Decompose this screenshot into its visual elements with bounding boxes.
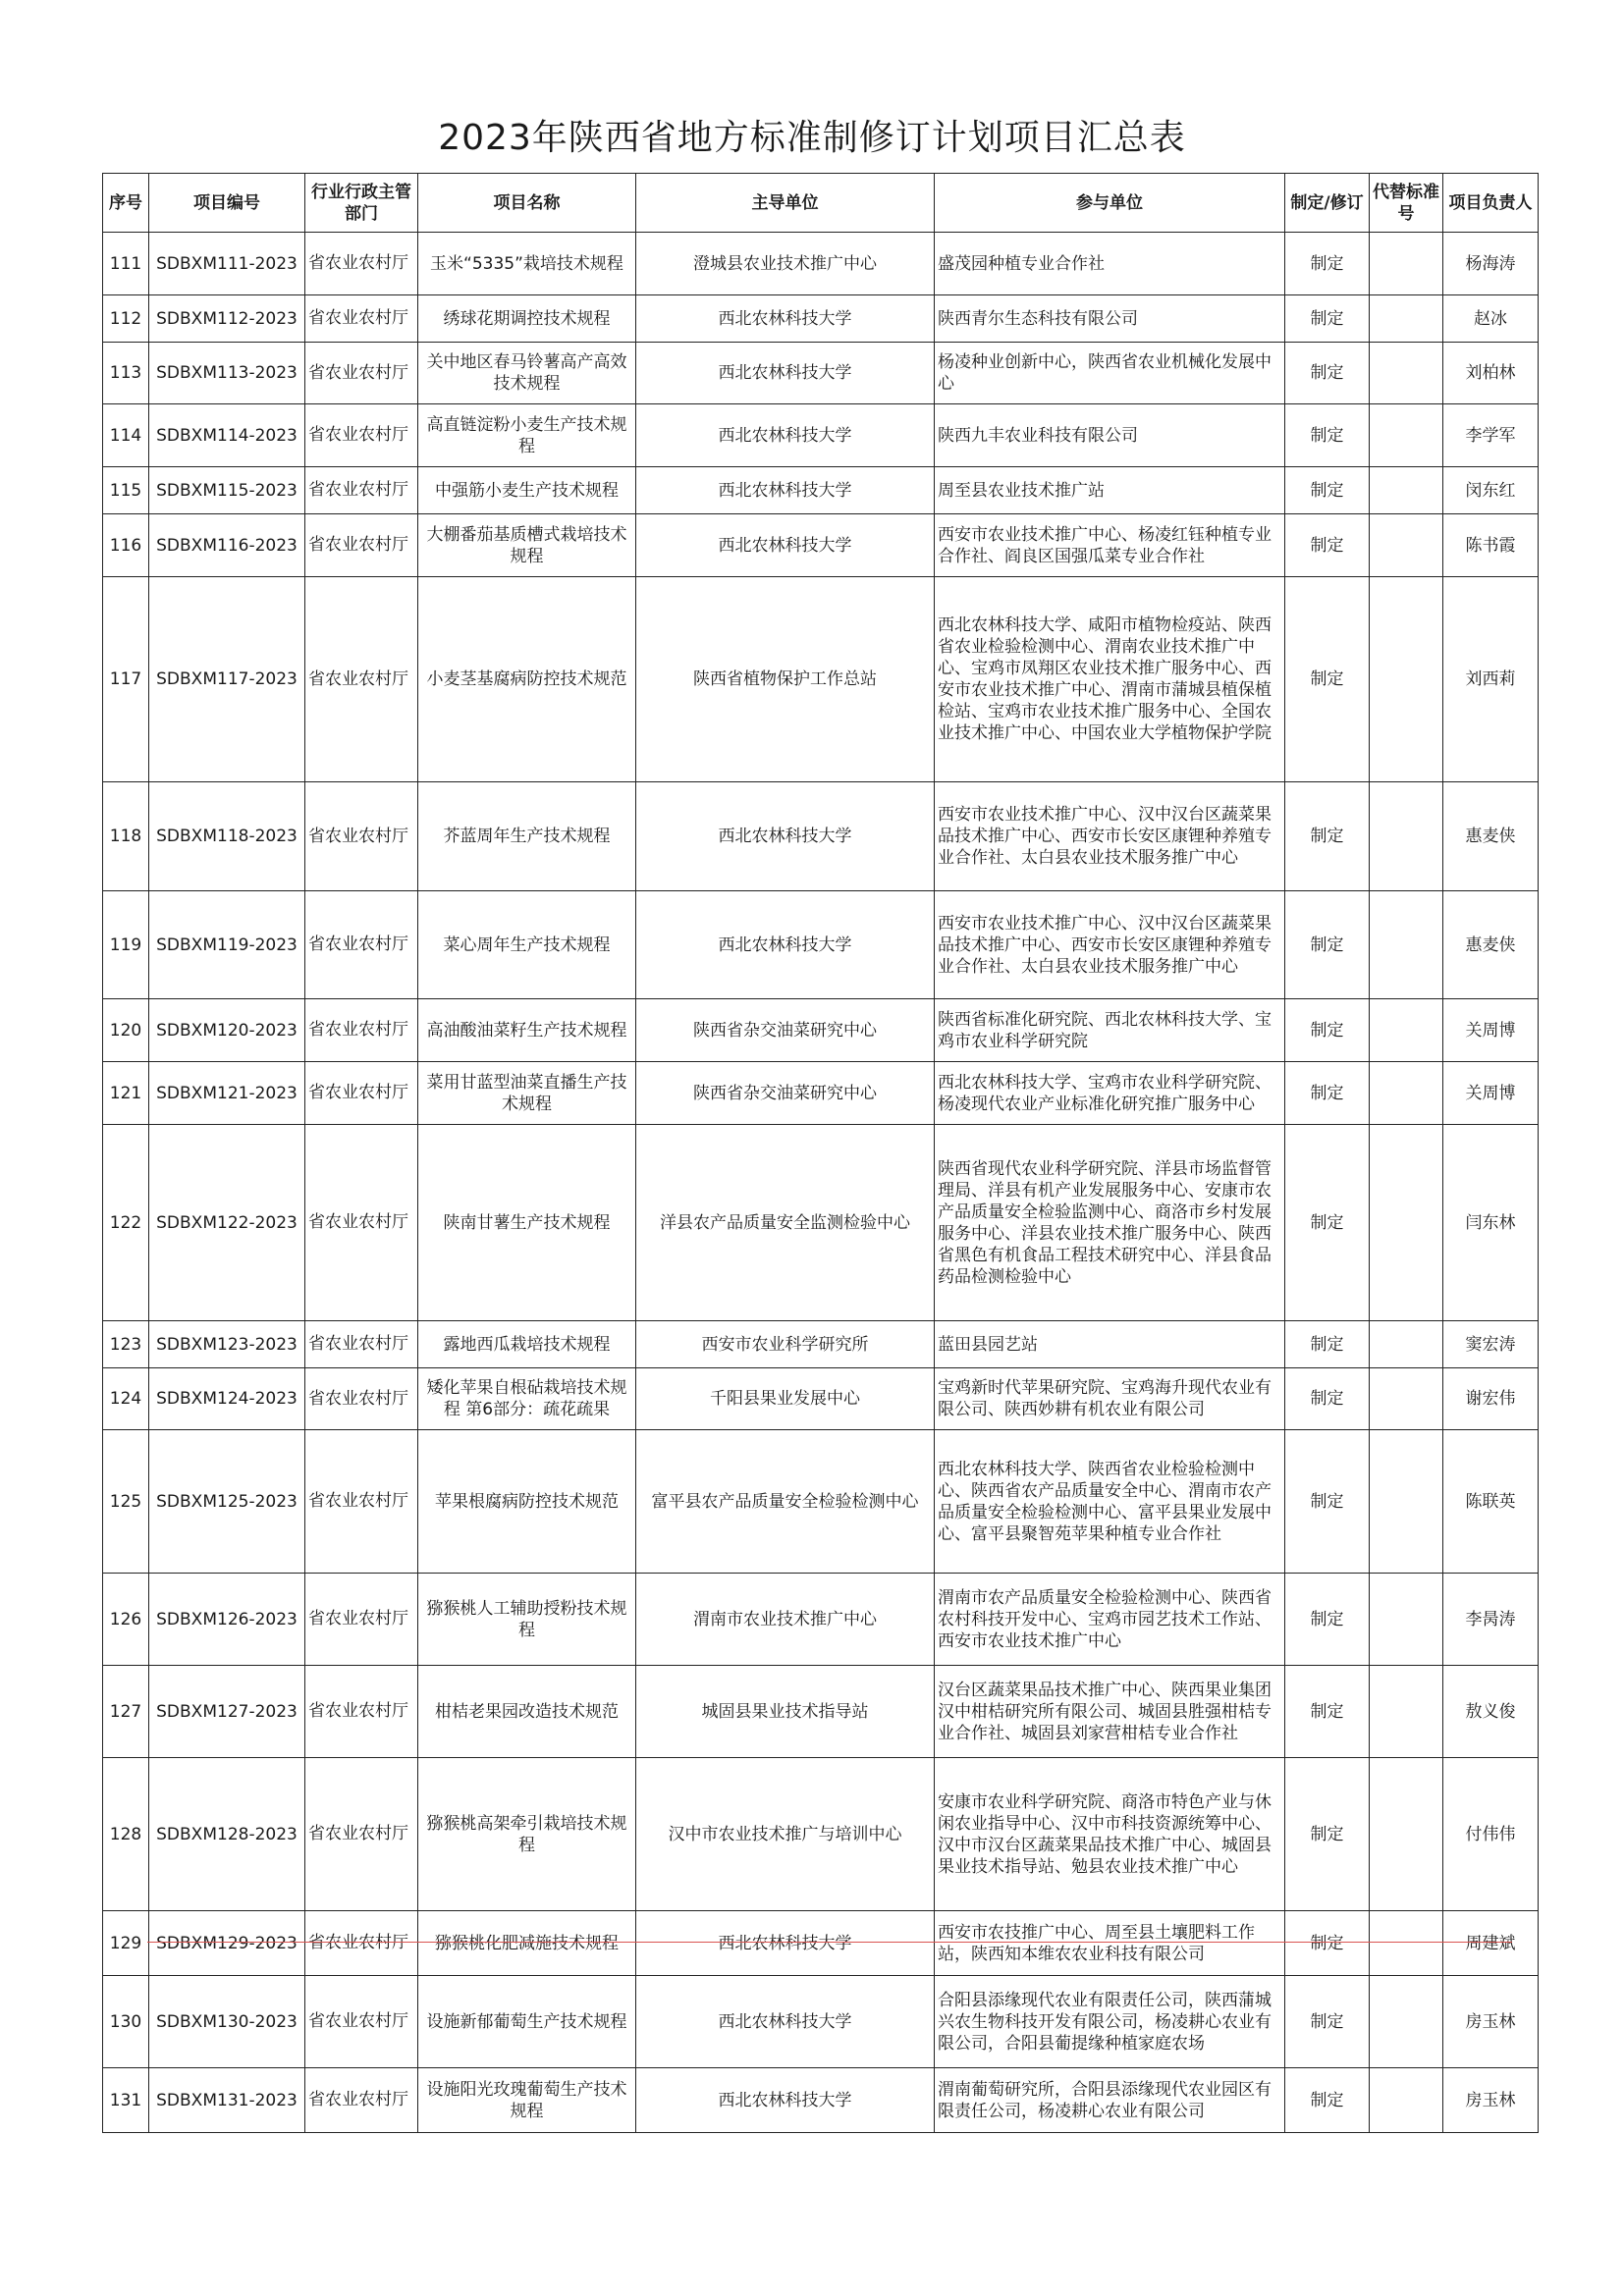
cell-owner: 刘柏林 xyxy=(1443,343,1539,404)
cell-lead: 千阳县果业发展中心 xyxy=(636,1368,935,1430)
cell-participants: 西安市农业技术推广中心、汉中汉台区蔬菜果品技术推广中心、西安市长安区康锂种养殖专业合作社、太白县农业技术服务推广中心 xyxy=(935,891,1285,999)
cell-replaced xyxy=(1370,1911,1443,1976)
cell-replaced xyxy=(1370,577,1443,782)
cell-seq: 124 xyxy=(103,1368,149,1430)
table-body xyxy=(103,233,1539,2133)
cell-code: SDBXM124-2023 xyxy=(149,1368,305,1430)
cell-code: SDBXM126-2023 xyxy=(149,1574,305,1666)
cell-owner: 付伟伟 xyxy=(1443,1758,1539,1911)
cell-owner: 房玉林 xyxy=(1443,2068,1539,2133)
cell-seq: 119 xyxy=(103,891,149,999)
cell-owner: 敖义俊 xyxy=(1443,1666,1539,1758)
cell-dept: 省农业农村厅 xyxy=(305,1976,418,2068)
cell-replaced xyxy=(1370,999,1443,1062)
cell-replaced xyxy=(1370,1666,1443,1758)
cell-owner: 谢宏伟 xyxy=(1443,1368,1539,1430)
cell-seq: 127 xyxy=(103,1666,149,1758)
cell-participants: 渭南葡萄研究所，合阳县添缘现代农业园区有限责任公司，杨凌耕心农业有限公司 xyxy=(935,2068,1285,2133)
cell-participants: 陕西省现代农业科学研究院、洋县市场监督管理局、洋县有机产业发展服务中心、安康市农产品质量安全检验监测中心、商洛市乡村发展服务中心、洋县农业技术推广服务中心、陕西省黑色有机食品工程技术研究中心、洋县食品药品检测检验中心 xyxy=(935,1125,1285,1321)
cell-lead: 西北农林科技大学 xyxy=(636,343,935,404)
cell-type: 制定 xyxy=(1285,1062,1370,1125)
cell-code: SDBXM123-2023 xyxy=(149,1321,305,1368)
cell-owner: 房玉林 xyxy=(1443,1976,1539,2068)
cell-type: 制定 xyxy=(1285,1430,1370,1574)
cell-owner: 关周博 xyxy=(1443,999,1539,1062)
cell-dept: 省农业农村厅 xyxy=(305,343,418,404)
cell-type: 制定 xyxy=(1285,404,1370,467)
cell-name: 柑桔老果园改造技术规范 xyxy=(418,1666,636,1758)
cell-owner: 陈联英 xyxy=(1443,1430,1539,1574)
cell-code: SDBXM121-2023 xyxy=(149,1062,305,1125)
header-type: 制定/修订 xyxy=(1285,174,1370,233)
cell-participants: 安康市农业科学研究院、商洛市特色产业与休闲农业指导中心、汉中市科技资源统筹中心、汉中市汉台区蔬菜果品技术推广中心、城固县果业技术指导站、勉县农业技术推广中心 xyxy=(935,1758,1285,1911)
cell-replaced xyxy=(1370,1976,1443,2068)
cell-name: 中强筋小麦生产技术规程 xyxy=(418,467,636,514)
cell-dept: 省农业农村厅 xyxy=(305,1368,418,1430)
cell-seq: 120 xyxy=(103,999,149,1062)
cell-name: 高油酸油菜籽生产技术规程 xyxy=(418,999,636,1062)
cell-code: SDBXM116-2023 xyxy=(149,514,305,577)
cell-type: 制定 xyxy=(1285,577,1370,782)
cell-dept: 省农业农村厅 xyxy=(305,233,418,295)
cell-name: 大棚番茄基质槽式栽培技术规程 xyxy=(418,514,636,577)
table-row xyxy=(103,404,1539,467)
cell-lead: 富平县农产品质量安全检验检测中心 xyxy=(636,1430,935,1574)
cell-type: 制定 xyxy=(1285,2068,1370,2133)
cell-participants: 周至县农业技术推广站 xyxy=(935,467,1285,514)
cell-code: SDBXM114-2023 xyxy=(149,404,305,467)
table-row xyxy=(103,1758,1539,1911)
table-row xyxy=(103,343,1539,404)
cell-replaced xyxy=(1370,1321,1443,1368)
cell-code: SDBXM112-2023 xyxy=(149,295,305,343)
table-row xyxy=(103,514,1539,577)
table-row xyxy=(103,1911,1539,1976)
cell-name: 猕猴桃高架牵引栽培技术规程 xyxy=(418,1758,636,1911)
cell-lead: 城固县果业技术指导站 xyxy=(636,1666,935,1758)
cell-owner: 惠麦侠 xyxy=(1443,891,1539,999)
cell-seq: 131 xyxy=(103,2068,149,2133)
cell-participants: 陕西省标准化研究院、西北农林科技大学、宝鸡市农业科学研究院 xyxy=(935,999,1285,1062)
cell-dept: 省农业农村厅 xyxy=(305,467,418,514)
cell-replaced xyxy=(1370,2068,1443,2133)
cell-code: SDBXM127-2023 xyxy=(149,1666,305,1758)
cell-name: 绣球花期调控技术规程 xyxy=(418,295,636,343)
cell-type: 制定 xyxy=(1285,343,1370,404)
cell-code: SDBXM128-2023 xyxy=(149,1758,305,1911)
cell-lead: 渭南市农业技术推广中心 xyxy=(636,1574,935,1666)
cell-owner: 杨海涛 xyxy=(1443,233,1539,295)
cell-seq: 117 xyxy=(103,577,149,782)
cell-code: SDBXM119-2023 xyxy=(149,891,305,999)
cell-lead: 陕西省杂交油菜研究中心 xyxy=(636,1062,935,1125)
cell-lead: 西北农林科技大学 xyxy=(636,891,935,999)
cell-owner: 刘西莉 xyxy=(1443,577,1539,782)
cell-code: SDBXM131-2023 xyxy=(149,2068,305,2133)
cell-replaced xyxy=(1370,1430,1443,1574)
cell-lead: 澄城县农业技术推广中心 xyxy=(636,233,935,295)
cell-code: SDBXM113-2023 xyxy=(149,343,305,404)
cell-name: 高直链淀粉小麦生产技术规程 xyxy=(418,404,636,467)
cell-seq: 126 xyxy=(103,1574,149,1666)
cell-owner: 闵东红 xyxy=(1443,467,1539,514)
cell-name: 小麦茎基腐病防控技术规范 xyxy=(418,577,636,782)
cell-name: 苹果根腐病防控技术规范 xyxy=(418,1430,636,1574)
cell-owner: 关周博 xyxy=(1443,1062,1539,1125)
cell-type: 制定 xyxy=(1285,295,1370,343)
cell-lead: 西北农林科技大学 xyxy=(636,295,935,343)
table-row xyxy=(103,1321,1539,1368)
cell-participants: 盛茂园种植专业合作社 xyxy=(935,233,1285,295)
cell-owner: 李昺涛 xyxy=(1443,1574,1539,1666)
cell-owner: 窦宏涛 xyxy=(1443,1321,1539,1368)
cell-dept: 省农业农村厅 xyxy=(305,295,418,343)
cell-replaced xyxy=(1370,782,1443,891)
table-row xyxy=(103,891,1539,999)
cell-replaced xyxy=(1370,1574,1443,1666)
cell-replaced xyxy=(1370,233,1443,295)
cell-participants: 汉台区蔬菜果品技术推广中心、陕西果业集团汉中柑桔研究所有限公司、城固县胜强柑桔专业合作社、城固县刘家营柑桔专业合作社 xyxy=(935,1666,1285,1758)
cell-lead: 西安市农业科学研究所 xyxy=(636,1321,935,1368)
cell-seq: 118 xyxy=(103,782,149,891)
cell-participants: 陕西青尔生态科技有限公司 xyxy=(935,295,1285,343)
cell-dept: 省农业农村厅 xyxy=(305,891,418,999)
cell-participants: 西安市农业技术推广中心、杨凌红钰种植专业合作社、阎良区国强瓜菜专业合作社 xyxy=(935,514,1285,577)
cell-name: 关中地区春马铃薯高产高效技术规程 xyxy=(418,343,636,404)
cell-code: SDBXM115-2023 xyxy=(149,467,305,514)
table-row xyxy=(103,1666,1539,1758)
cell-dept: 省农业农村厅 xyxy=(305,577,418,782)
cell-name: 矮化苹果自根砧栽培技术规程 第6部分：疏花疏果 xyxy=(418,1368,636,1430)
cell-name: 玉米“5335”栽培技术规程 xyxy=(418,233,636,295)
cell-replaced xyxy=(1370,1125,1443,1321)
table-row xyxy=(103,1430,1539,1574)
cell-name: 陕南甘薯生产技术规程 xyxy=(418,1125,636,1321)
cell-type: 制定 xyxy=(1285,514,1370,577)
cell-type: 制定 xyxy=(1285,891,1370,999)
cell-participants: 宝鸡新时代苹果研究院、宝鸡海升现代农业有限公司、陕西妙耕有机农业有限公司 xyxy=(935,1368,1285,1430)
cell-lead: 西北农林科技大学 xyxy=(636,1976,935,2068)
cell-lead: 西北农林科技大学 xyxy=(636,514,935,577)
cell-replaced xyxy=(1370,514,1443,577)
cell-name: 菜用甘蓝型油菜直播生产技术规程 xyxy=(418,1062,636,1125)
header-owner: 项目负责人 xyxy=(1443,174,1539,233)
page-title: 2023年陕西省地方标准制修订计划项目汇总表 xyxy=(438,118,1186,158)
header-dept: 行业行政主管部门 xyxy=(305,174,418,233)
cell-code: SDBXM129-2023 xyxy=(149,1911,305,1976)
cell-type: 制定 xyxy=(1285,782,1370,891)
cell-code: SDBXM111-2023 xyxy=(149,233,305,295)
cell-name: 菜心周年生产技术规程 xyxy=(418,891,636,999)
cell-seq: 125 xyxy=(103,1430,149,1574)
table-row xyxy=(103,467,1539,514)
cell-owner: 李学军 xyxy=(1443,404,1539,467)
cell-dept: 省农业农村厅 xyxy=(305,1062,418,1125)
cell-replaced xyxy=(1370,1368,1443,1430)
cell-participants: 渭南市农产品质量安全检验检测中心、陕西省农村科技开发中心、宝鸡市园艺技术工作站、西安市农业技术推广中心 xyxy=(935,1574,1285,1666)
header-replaced: 代替标准号 xyxy=(1370,174,1443,233)
cell-lead: 西北农林科技大学 xyxy=(636,404,935,467)
cell-dept: 省农业农村厅 xyxy=(305,1321,418,1368)
cell-dept: 省农业农村厅 xyxy=(305,404,418,467)
cell-seq: 114 xyxy=(103,404,149,467)
cell-owner: 惠麦侠 xyxy=(1443,782,1539,891)
cell-name: 猕猴桃化肥减施技术规程 xyxy=(418,1911,636,1976)
cell-participants: 陕西九丰农业科技有限公司 xyxy=(935,404,1285,467)
standards-table xyxy=(102,173,1539,2133)
cell-participants: 西安市农技推广中心、周至县土壤肥料工作站，陕西知本维农农业科技有限公司 xyxy=(935,1911,1285,1976)
table-row xyxy=(103,577,1539,782)
cell-type: 制定 xyxy=(1285,1125,1370,1321)
cell-seq: 116 xyxy=(103,514,149,577)
cell-type: 制定 xyxy=(1285,1321,1370,1368)
cell-name: 芥蓝周年生产技术规程 xyxy=(418,782,636,891)
cell-seq: 113 xyxy=(103,343,149,404)
cell-code: SDBXM130-2023 xyxy=(149,1976,305,2068)
cell-seq: 112 xyxy=(103,295,149,343)
table-row xyxy=(103,999,1539,1062)
table-row xyxy=(103,1062,1539,1125)
cell-type: 制定 xyxy=(1285,1666,1370,1758)
red-annotation-line xyxy=(147,1942,1512,1943)
cell-replaced xyxy=(1370,295,1443,343)
cell-seq: 123 xyxy=(103,1321,149,1368)
cell-participants: 蓝田县园艺站 xyxy=(935,1321,1285,1368)
cell-seq: 130 xyxy=(103,1976,149,2068)
cell-replaced xyxy=(1370,1758,1443,1911)
cell-lead: 西北农林科技大学 xyxy=(636,467,935,514)
cell-type: 制定 xyxy=(1285,1976,1370,2068)
header-row xyxy=(103,174,1539,233)
table-row xyxy=(103,295,1539,343)
header-seq: 序号 xyxy=(103,174,149,233)
cell-dept: 省农业农村厅 xyxy=(305,514,418,577)
cell-code: SDBXM120-2023 xyxy=(149,999,305,1062)
cell-dept: 省农业农村厅 xyxy=(305,1574,418,1666)
cell-lead: 西北农林科技大学 xyxy=(636,1911,935,1976)
table-row xyxy=(103,1976,1539,2068)
cell-type: 制定 xyxy=(1285,233,1370,295)
cell-replaced xyxy=(1370,467,1443,514)
cell-seq: 129 xyxy=(103,1911,149,1976)
cell-lead: 西北农林科技大学 xyxy=(636,2068,935,2133)
cell-type: 制定 xyxy=(1285,1368,1370,1430)
cell-participants: 西北农林科技大学、陕西省农业检验检测中心、陕西省农产品质量安全中心、渭南市农产品质量安全检验检测中心、富平县果业发展中心、富平县聚智苑苹果种植专业合作社 xyxy=(935,1430,1285,1574)
header-code: 项目编号 xyxy=(149,174,305,233)
cell-type: 制定 xyxy=(1285,1911,1370,1976)
cell-dept: 省农业农村厅 xyxy=(305,1125,418,1321)
header-name: 项目名称 xyxy=(418,174,636,233)
cell-seq: 121 xyxy=(103,1062,149,1125)
table-row xyxy=(103,2068,1539,2133)
cell-lead: 陕西省植物保护工作总站 xyxy=(636,577,935,782)
cell-owner: 赵冰 xyxy=(1443,295,1539,343)
cell-type: 制定 xyxy=(1285,1758,1370,1911)
cell-code: SDBXM125-2023 xyxy=(149,1430,305,1574)
cell-code: SDBXM117-2023 xyxy=(149,577,305,782)
cell-name: 露地西瓜栽培技术规程 xyxy=(418,1321,636,1368)
cell-code: SDBXM122-2023 xyxy=(149,1125,305,1321)
cell-type: 制定 xyxy=(1285,1574,1370,1666)
cell-owner: 周建斌 xyxy=(1443,1911,1539,1976)
cell-seq: 122 xyxy=(103,1125,149,1321)
table-row xyxy=(103,1574,1539,1666)
cell-participants: 西北农林科技大学、咸阳市植物检疫站、陕西省农业检验检测中心、渭南农业技术推广中心、宝鸡市凤翔区农业技术推广服务中心、西安市农业技术推广中心、渭南市蒲城县植保植检站、宝鸡市农业技术推广服务中心、全国农业技术推广中心、中国农业大学植物保护学院 xyxy=(935,577,1285,782)
cell-dept: 省农业农村厅 xyxy=(305,1911,418,1976)
cell-participants: 杨凌种业创新中心，陕西省农业机械化发展中心 xyxy=(935,343,1285,404)
cell-owner: 陈书霞 xyxy=(1443,514,1539,577)
table-row xyxy=(103,782,1539,891)
cell-lead: 汉中市农业技术推广与培训中心 xyxy=(636,1758,935,1911)
cell-seq: 115 xyxy=(103,467,149,514)
cell-name: 设施新郁葡萄生产技术规程 xyxy=(418,1976,636,2068)
cell-name: 设施阳光玫瑰葡萄生产技术规程 xyxy=(418,2068,636,2133)
cell-lead: 洋县农产品质量安全监测检验中心 xyxy=(636,1125,935,1321)
cell-participants: 西北农林科技大学、宝鸡市农业科学研究院、杨凌现代农业产业标准化研究推广服务中心 xyxy=(935,1062,1285,1125)
cell-seq: 128 xyxy=(103,1758,149,1911)
cell-type: 制定 xyxy=(1285,999,1370,1062)
cell-replaced xyxy=(1370,404,1443,467)
table-row xyxy=(103,1125,1539,1321)
table-row xyxy=(103,1368,1539,1430)
cell-replaced xyxy=(1370,343,1443,404)
cell-participants: 合阳县添缘现代农业有限责任公司，陕西蒲城兴农生物科技开发有限公司，杨凌耕心农业有限公司，合阳县葡提缘种植家庭农场 xyxy=(935,1976,1285,2068)
cell-dept: 省农业农村厅 xyxy=(305,999,418,1062)
cell-dept: 省农业农村厅 xyxy=(305,782,418,891)
cell-owner: 闫东林 xyxy=(1443,1125,1539,1321)
cell-participants: 西安市农业技术推广中心、汉中汉台区蔬菜果品技术推广中心、西安市长安区康锂种养殖专业合作社、太白县农业技术服务推广中心 xyxy=(935,782,1285,891)
cell-code: SDBXM118-2023 xyxy=(149,782,305,891)
cell-type: 制定 xyxy=(1285,467,1370,514)
header-participants: 参与单位 xyxy=(935,174,1285,233)
cell-dept: 省农业农村厅 xyxy=(305,2068,418,2133)
cell-dept: 省农业农村厅 xyxy=(305,1758,418,1911)
cell-lead: 陕西省杂交油菜研究中心 xyxy=(636,999,935,1062)
table-row xyxy=(103,233,1539,295)
cell-replaced xyxy=(1370,891,1443,999)
header-lead: 主导单位 xyxy=(636,174,935,233)
cell-name: 猕猴桃人工辅助授粉技术规程 xyxy=(418,1574,636,1666)
cell-dept: 省农业农村厅 xyxy=(305,1666,418,1758)
cell-replaced xyxy=(1370,1062,1443,1125)
cell-dept: 省农业农村厅 xyxy=(305,1430,418,1574)
cell-seq: 111 xyxy=(103,233,149,295)
cell-lead: 西北农林科技大学 xyxy=(636,782,935,891)
